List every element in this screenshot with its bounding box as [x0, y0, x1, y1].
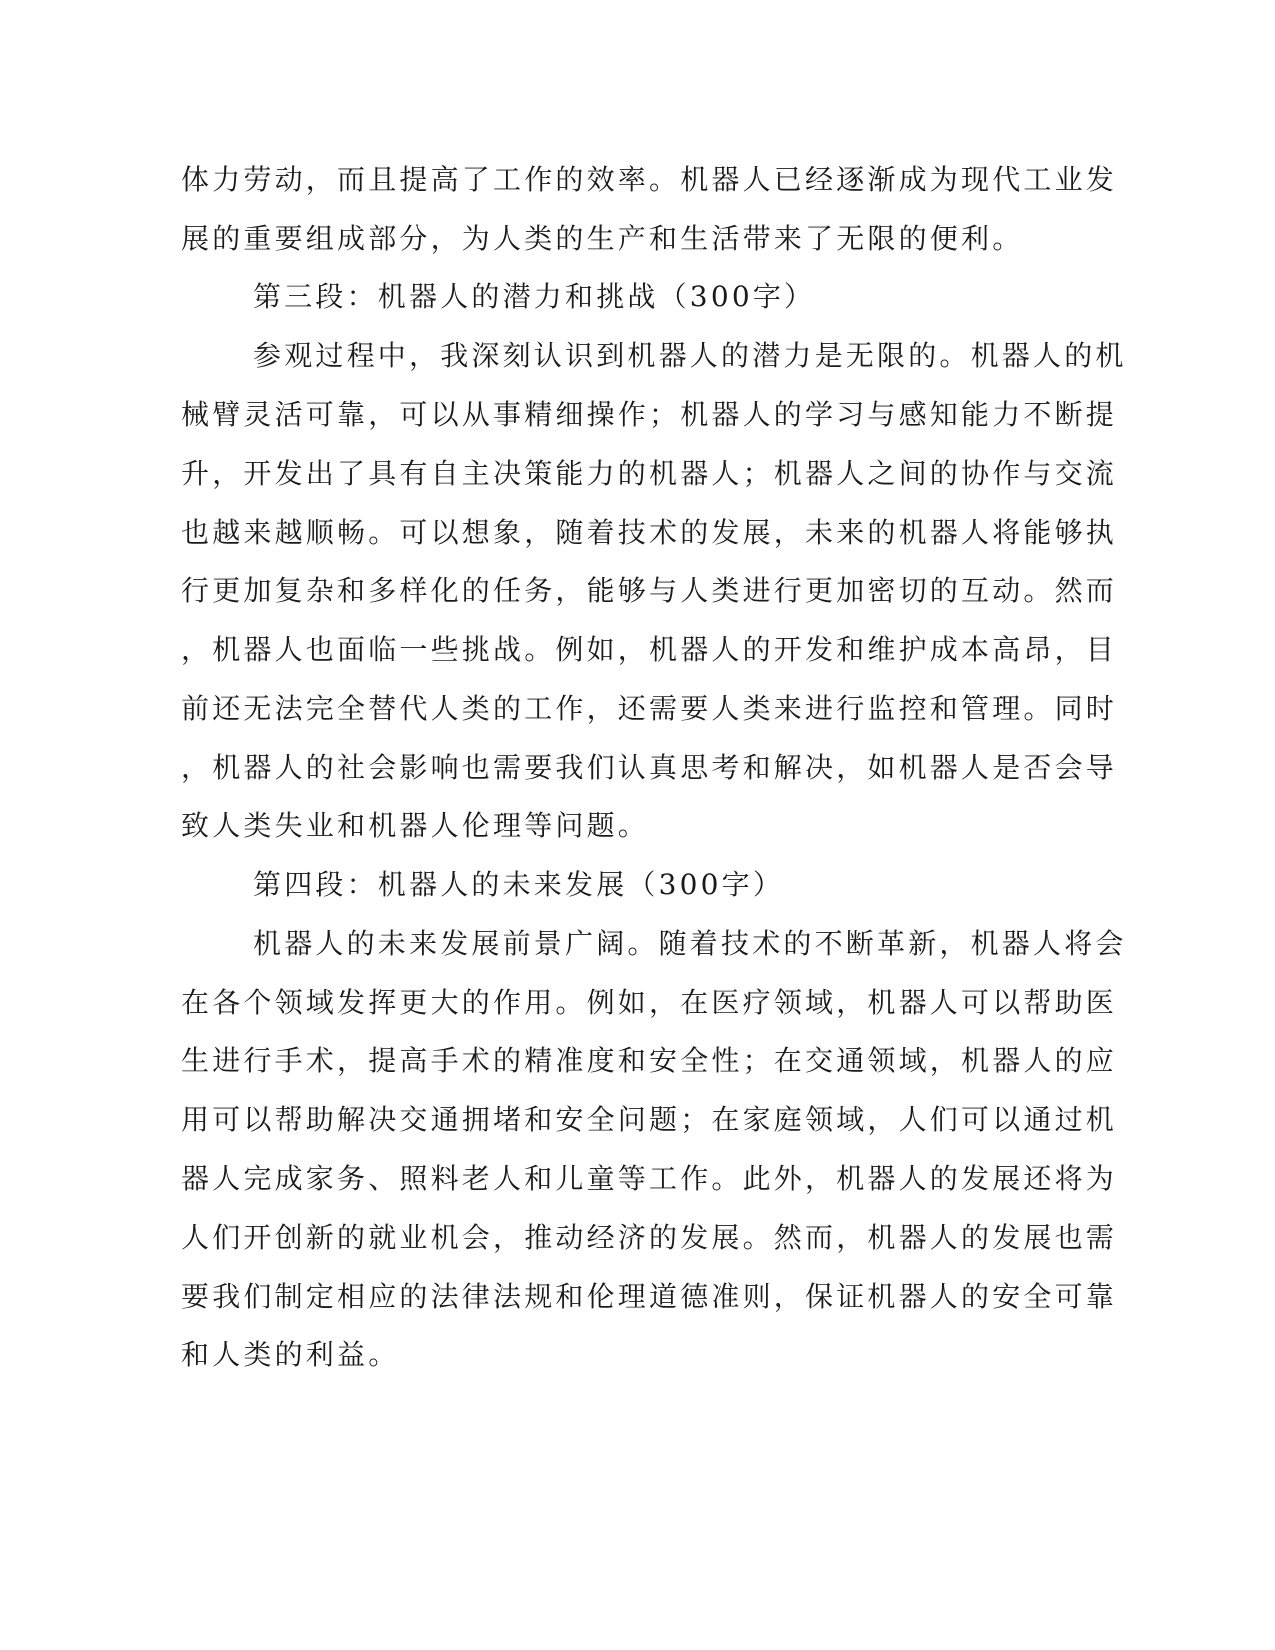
- text-line: 机器人的未来发展前景广阔。随着技术的不断革新，机器人将会: [253, 927, 1127, 960]
- section-heading-4: 第四段：机器人的未来发展（300字）: [253, 868, 785, 901]
- text-line: 人们开创新的就业机会，推动经济的发展。然而，机器人的发展也需: [181, 1221, 1118, 1254]
- text-line: 在各个领域发挥更大的作用。例如，在医疗领域，机器人可以帮助医: [181, 986, 1118, 1019]
- text-line: 也越来越顺畅。可以想象，随着技术的发展，未来的机器人将能够执: [181, 516, 1118, 549]
- text-line: 要我们制定相应的法律法规和伦理道德准则，保证机器人的安全可靠: [181, 1280, 1118, 1313]
- text-line: 升，开发出了具有自主决策能力的机器人；机器人之间的协作与交流: [181, 457, 1118, 490]
- text-line: 生进行手术，提高手术的精准度和安全性；在交通领域，机器人的应: [181, 1044, 1118, 1077]
- text-line: 器人完成家务、照料老人和儿童等工作。此外，机器人的发展还将为: [181, 1162, 1118, 1195]
- text-line: 致人类失业和机器人伦理等问题。: [181, 809, 650, 842]
- text-line: ，机器人也面临一些挑战。例如，机器人的开发和维护成本高昂，目: [181, 633, 1118, 666]
- text-line: 展的重要组成部分，为人类的生产和生活带来了无限的便利。: [181, 222, 1024, 255]
- text-line: 体力劳动，而且提高了工作的效率。机器人已经逐渐成为现代工业发: [181, 163, 1118, 196]
- text-line: 行更加复杂和多样化的任务，能够与人类进行更加密切的互动。然而: [181, 574, 1118, 607]
- text-line: 参观过程中，我深刻认识到机器人的潜力是无限的。机器人的机: [253, 339, 1127, 372]
- text-line: 用可以帮助解决交通拥堵和安全问题；在家庭领域，人们可以通过机: [181, 1103, 1118, 1136]
- text-line: 械臂灵活可靠，可以从事精细操作；机器人的学习与感知能力不断提: [181, 398, 1118, 431]
- section-heading-3: 第三段：机器人的潜力和挑战（300字）: [253, 280, 816, 313]
- text-line: ，机器人的社会影响也需要我们认真思考和解决，如机器人是否会导: [181, 751, 1118, 784]
- text-line: 前还无法完全替代人类的工作，还需要人类来进行监控和管理。同时: [181, 692, 1118, 725]
- text-line: 和人类的利益。: [181, 1338, 400, 1371]
